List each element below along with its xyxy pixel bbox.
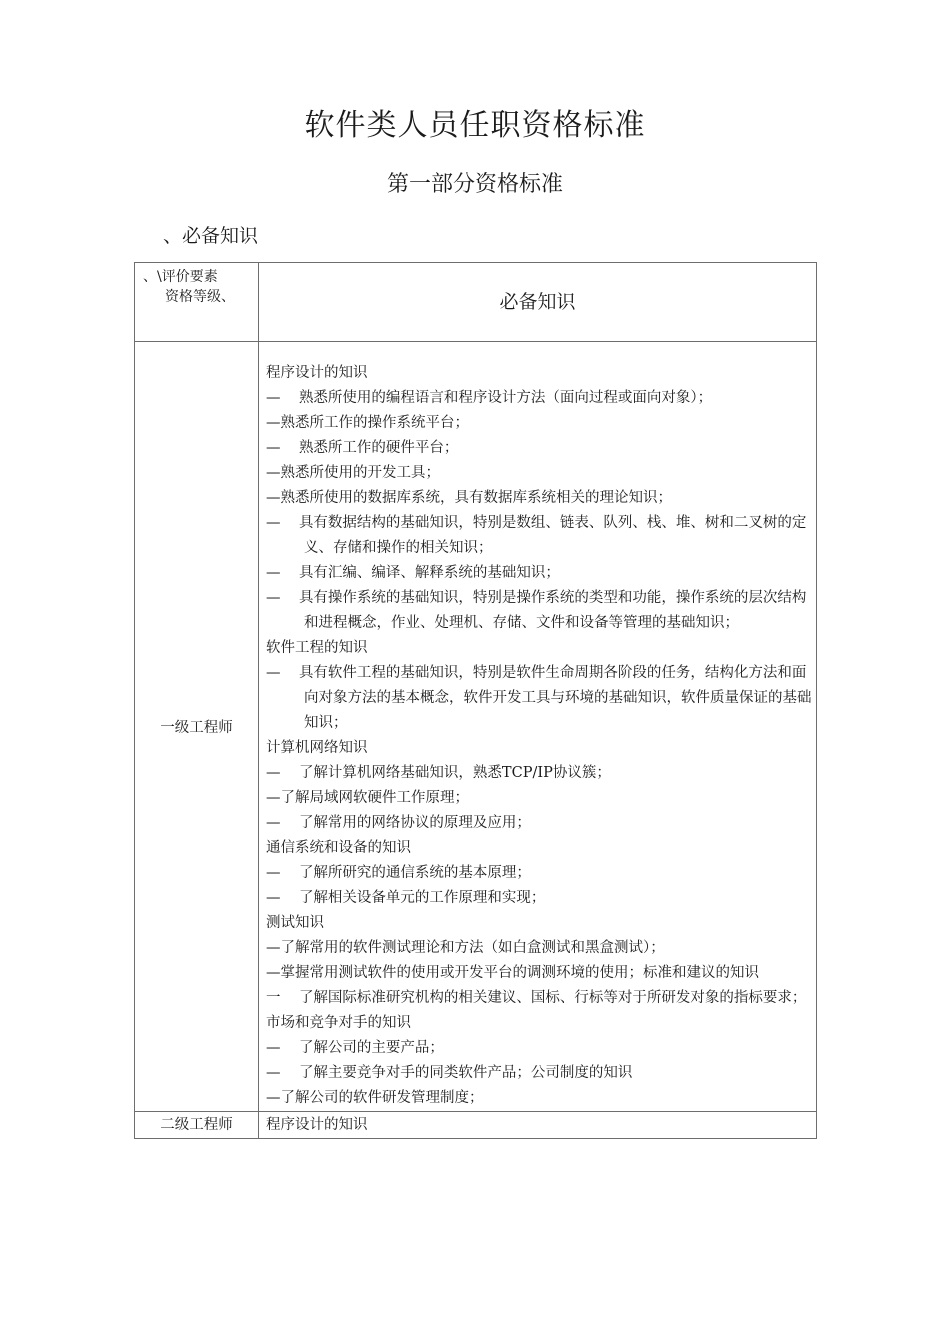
table-header-row <box>135 263 817 342</box>
knowledge-item <box>266 411 812 436</box>
knowledge-cell <box>259 342 817 1112</box>
dash-bullet: — <box>266 1090 281 1106</box>
knowledge-category: 市场和竞争对手的知识 <box>266 1015 411 1031</box>
knowledge-item-text: 了解相关设备单元的工作原理和实现； <box>298 890 546 906</box>
document-title: 软件类人员任职资格标准 <box>304 108 646 143</box>
dash-bullet: — <box>266 490 281 506</box>
header-diagonal-bottom: 资格等级、 <box>165 289 235 305</box>
header-knowledge-cell <box>259 263 817 342</box>
dash-bullet: — <box>266 765 281 781</box>
level-label: 二级工程师 <box>135 1112 259 1139</box>
qualification-table <box>134 262 817 1139</box>
document-subtitle: 第一部分资格标准 <box>386 172 563 197</box>
knowledge-category: 计算机网络知识 <box>266 740 368 756</box>
dash-bullet: — <box>266 415 281 431</box>
header-diagonal-top: 、\评价要素 <box>143 269 218 285</box>
knowledge-item-text: 熟悉所使用的数据库系统，具有数据库系统相关的理论知识； <box>280 490 672 506</box>
knowledge-category: 测试知识 <box>266 915 324 931</box>
table-row <box>135 342 817 1112</box>
knowledge-category: 程序设计的知识 <box>266 365 368 381</box>
knowledge-item <box>266 1061 812 1086</box>
knowledge-item-text: 了解常用的网络协议的原理及应用； <box>298 815 531 831</box>
dash-bullet: — <box>266 940 281 956</box>
knowledge-category: 软件工程的知识 <box>266 640 368 656</box>
knowledge-item-text: 具有操作系统的基础知识，特别是操作系统的类型和功能，操作系统的层次结构和进程概念，作业、处理机、存储、文件和设备等管理的基础知识； <box>298 590 807 631</box>
knowledge-item <box>266 561 812 586</box>
knowledge-item <box>266 761 812 786</box>
knowledge-item-text: 熟悉所使用的编程语言和程序设计方法（面向过程或面向对象）； <box>298 390 713 406</box>
knowledge-item <box>266 961 812 986</box>
knowledge-item <box>266 586 812 636</box>
knowledge-item-text: 了解公司的软件研发管理制度； <box>280 1090 484 1106</box>
knowledge-item-text: 了解所研究的通信系统的基本原理； <box>298 865 531 881</box>
dash-bullet: — <box>266 665 281 681</box>
knowledge-item <box>266 386 812 411</box>
knowledge-item <box>266 486 812 511</box>
knowledge-list <box>259 342 816 1111</box>
dash-bullet: — <box>266 790 281 806</box>
knowledge-item <box>266 786 812 811</box>
knowledge-item-text: 了解常用的软件测试理论和方法（如白盒测试和黑盒测试）； <box>280 940 665 956</box>
knowledge-item-text: 了解公司的主要产品； <box>298 1040 444 1056</box>
dash-bullet: — <box>266 440 281 456</box>
knowledge-item-text: 具有数据结构的基础知识，特别是数组、链表、队列、栈、堆、树和二叉树的定义、存储和操作的相关知识； <box>298 515 807 556</box>
dash-bullet: — <box>266 465 281 481</box>
knowledge-item-text: 具有汇编、编译、解释系统的基础知识； <box>298 565 560 581</box>
knowledge-cell <box>259 1112 817 1139</box>
dash-bullet: — <box>266 965 281 981</box>
knowledge-item <box>266 886 812 911</box>
dash-bullet: — <box>266 815 281 831</box>
level-label: 一级工程师 <box>135 342 259 1112</box>
header-diagonal-cell <box>135 263 259 342</box>
knowledge-item <box>266 511 812 561</box>
dash-bullet: — <box>266 865 281 881</box>
knowledge-item-text: 了解主要竞争对手的同类软件产品；公司制度的知识 <box>298 1065 633 1081</box>
dash-bullet: — <box>266 1040 281 1056</box>
section-heading: 、必备知识 <box>163 225 259 247</box>
dash-bullet: — <box>266 515 281 531</box>
dash-bullet: — <box>266 390 281 406</box>
knowledge-item-text: 掌握常用测试软件的使用或开发平台的调测环境的使用；标准和建议的知识 <box>280 965 759 981</box>
dash-bullet: — <box>266 1065 281 1081</box>
knowledge-item-text: 熟悉所工作的操作系统平台； <box>280 415 469 431</box>
knowledge-item-text: 了解国际标准研究机构的相关建议、国标、行标等对于所研发对象的指标要求； <box>298 990 807 1006</box>
knowledge-item <box>266 661 812 736</box>
knowledge-item-text: 了解局域网软硬件工作原理； <box>280 790 469 806</box>
knowledge-item <box>266 936 812 961</box>
knowledge-item <box>266 436 812 461</box>
knowledge-item-text: 熟悉所使用的开发工具； <box>280 465 440 481</box>
dash-bullet: — <box>266 890 281 906</box>
knowledge-category: 通信系统和设备的知识 <box>266 840 411 856</box>
header-knowledge-title: 必备知识 <box>499 291 576 313</box>
dash-bullet: 一 <box>266 990 281 1006</box>
knowledge-item-text: 具有软件工程的基础知识，特别是软件生命周期各阶段的任务，结构化方法和面向对象方法的基本概念，软件开发工具与环境的基础知识，软件质量保证的基础知识； <box>298 665 812 731</box>
dash-bullet: — <box>266 565 281 581</box>
knowledge-heading: 程序设计的知识 <box>266 1117 368 1133</box>
knowledge-item <box>266 461 812 486</box>
table-row <box>135 1112 817 1139</box>
knowledge-item <box>266 861 812 886</box>
knowledge-item <box>266 811 812 836</box>
dash-bullet: — <box>266 590 281 606</box>
knowledge-item <box>266 1086 812 1111</box>
knowledge-item <box>266 986 812 1011</box>
knowledge-item-text: 熟悉所工作的硬件平台； <box>298 440 459 456</box>
knowledge-item-text: 了解计算机网络基础知识，熟悉TCP/IP协议簇； <box>298 765 611 781</box>
knowledge-item <box>266 1036 812 1061</box>
